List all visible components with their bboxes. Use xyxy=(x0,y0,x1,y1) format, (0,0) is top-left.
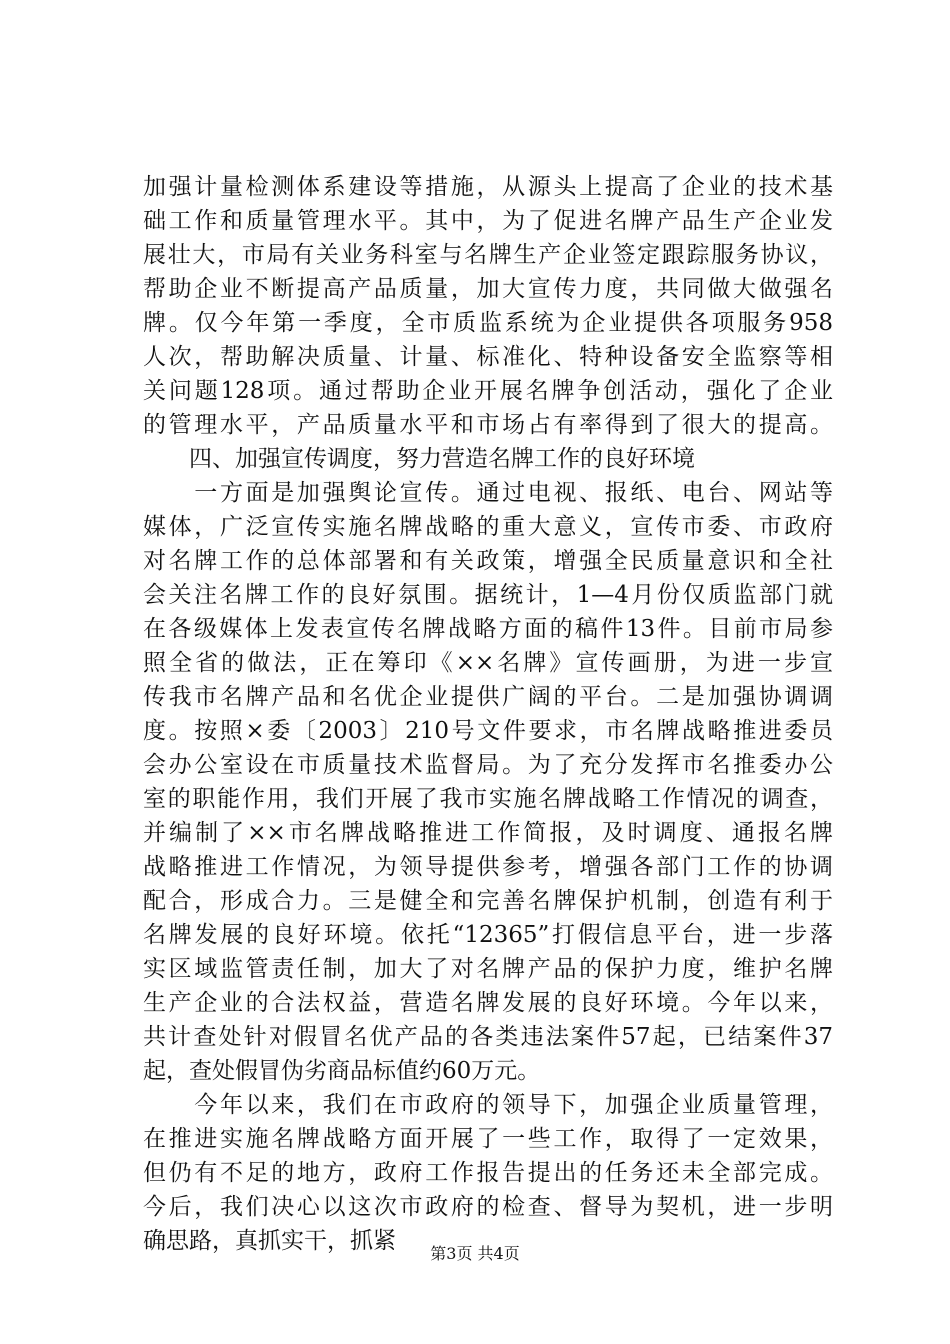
text-line: 战略推进工作情况，为领导提供参考，增强各部门工作的协调 xyxy=(143,854,833,880)
text-line: 四、加强宣传调度，努力营造名牌工作的良好环境 xyxy=(143,446,695,472)
text-line: 帮助企业不断提高产品质量，加大宣传力度，共同做大做强名 xyxy=(143,276,833,302)
text-line: 配合，形成合力。三是健全和完善名牌保护机制，创造有利于 xyxy=(143,888,833,914)
text-line: 共计查处针对假冒名优产品的各类违法案件57起，已结案件37 xyxy=(143,1024,833,1050)
text-line: 度。按照×委〔2003〕210号文件要求，市名牌战略推进委员 xyxy=(143,718,833,744)
text-line: 名牌发展的良好环境。依托“12365”打假信息平台，进一步落 xyxy=(143,922,833,948)
text-line: 在推进实施名牌战略方面开展了一些工作，取得了一定效果， xyxy=(143,1126,833,1152)
text-line: 的管理水平，产品质量水平和市场占有率得到了很大的提高。 xyxy=(143,412,833,438)
text-line: 起，查处假冒伪劣商品标值约60万元。 xyxy=(143,1058,541,1084)
text-line: 生产企业的合法权益，营造名牌发展的良好环境。今年以来， xyxy=(143,990,833,1016)
text-line: 今年以来，我们在市政府的领导下，加强企业质量管理， xyxy=(143,1092,833,1118)
text-line: 传我市名牌产品和名优企业提供广阔的平台。二是加强协调调 xyxy=(143,684,833,710)
text-line: 但仍有不足的地方，政府工作报告提出的任务还未全部完成。 xyxy=(143,1160,833,1186)
text-line: 在各级媒体上发表宣传名牌战略方面的稿件13件。目前市局参 xyxy=(143,616,833,642)
text-line: 关问题128项。通过帮助企业开展名牌争创活动，强化了企业 xyxy=(143,378,833,404)
text-line: 一方面是加强舆论宣传。通过电视、报纸、电台、网站等 xyxy=(143,480,833,506)
text-line: 媒体，广泛宣传实施名牌战略的重大意义，宣传市委、市政府 xyxy=(143,514,833,540)
text-line: 确思路，真抓实干，抓紧 xyxy=(143,1228,396,1254)
text-line: 室的职能作用，我们开展了我市实施名牌战略工作情况的调查， xyxy=(143,786,833,812)
text-line: 实区域监管责任制，加大了对名牌产品的保护力度，维护名牌 xyxy=(143,956,833,982)
text-line: 会关注名牌工作的良好氛围。据统计，1—4月份仅质监部门就 xyxy=(143,582,833,608)
text-line: 照全省的做法，正在筹印《××名牌》宣传画册，为进一步宣 xyxy=(143,650,833,676)
page-footer: 第3页 共4页 xyxy=(430,1244,520,1263)
body-text xyxy=(143,170,833,1258)
text-line: 加强计量检测体系建设等措施，从源头上提高了企业的技术基 xyxy=(143,174,833,200)
text-line: 会办公室设在市质量技术监督局。为了充分发挥市名推委办公 xyxy=(143,752,833,778)
text-line: 展壮大，市局有关业务科室与名牌生产企业签定跟踪服务协议， xyxy=(143,242,833,268)
text-line: 人次，帮助解决质量、计量、标准化、特种设备安全监察等相 xyxy=(143,344,833,370)
text-line: 对名牌工作的总体部署和有关政策，增强全民质量意识和全社 xyxy=(143,548,833,574)
text-line: 牌。仅今年第一季度，全市质监系统为企业提供各项服务958 xyxy=(143,310,833,336)
text-line: 础工作和质量管理水平。其中，为了促进名牌产品生产企业发 xyxy=(143,208,833,234)
text-line: 并编制了××市名牌战略推进工作简报，及时调度、通报名牌 xyxy=(143,820,833,846)
text-line: 今后，我们决心以这次市政府的检查、督导为契机，进一步明 xyxy=(143,1194,833,1220)
